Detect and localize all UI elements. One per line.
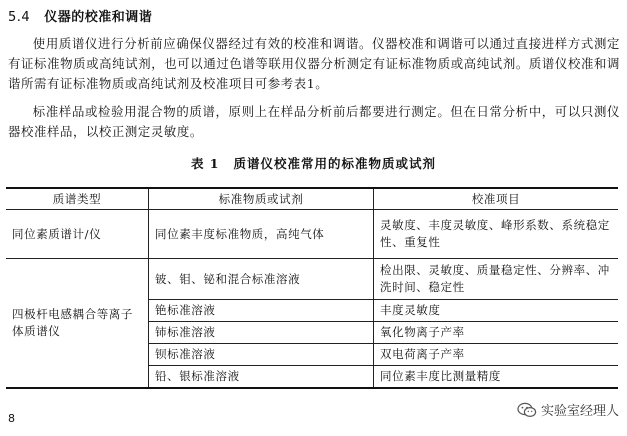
items-cell: 灵敏度、丰度灵敏度、峰形系数、系统稳定性、重复性 bbox=[374, 210, 619, 259]
wechat-icon bbox=[517, 402, 537, 418]
header-ms-type: 质谱类型 bbox=[6, 188, 149, 210]
items-cell: 同位素丰度比测量精度 bbox=[374, 366, 619, 389]
items-cell: 双电荷离子产率 bbox=[374, 344, 619, 366]
material-cell: 铅、银标准溶液 bbox=[149, 366, 374, 389]
header-material: 标准物质或试剂 bbox=[149, 188, 374, 210]
header-items: 校准项目 bbox=[374, 188, 619, 210]
ms-type-cell: 四极杆电感耦合等离子体质谱仪 bbox=[6, 259, 149, 389]
paragraph-2: 标准样品或检验用混合物的质谱，原则上在样品分析前后都要进行测定。但在日常分析中，可以只测仪器校准样品，以校正测定灵敏度。 bbox=[8, 104, 620, 139]
paragraph-1: 使用质谱仪进行分析前应确保仪器经过有效的校准和调谐。仪器校准和调谐可以通过直接进样方式测定有证标准物质或高纯试剂，也可以通过色谱等联用仪器分析测定有证标准物质或高纯试剂。质谱仪校准和调谐所需有证标准物质或高纯试剂及校准项目可参考表1。 bbox=[8, 36, 620, 91]
section-title: 仪器的校准和调谐 bbox=[44, 10, 153, 25]
table-row bbox=[6, 259, 618, 300]
material-cell: 钡标准溶液 bbox=[149, 344, 374, 366]
table-row bbox=[6, 210, 618, 259]
table-title: 质谱仪校准常用的标准物质或试剂 bbox=[233, 156, 437, 171]
calibration-table bbox=[6, 187, 618, 389]
material-cell: 铍、钼、铋和混合标准溶液 bbox=[149, 259, 374, 300]
items-cell: 检出限、灵敏度、质量稳定性、分辨率、冲洗时间、稳定性 bbox=[374, 259, 619, 300]
items-cell: 丰度灵敏度 bbox=[374, 300, 619, 322]
section-number: 5.4 bbox=[8, 10, 31, 25]
material-cell: 同位素丰度标准物质，高纯气体 bbox=[149, 210, 374, 259]
section-heading bbox=[8, 6, 152, 25]
items-cell: 氧化物离子产率 bbox=[374, 322, 619, 344]
table-caption bbox=[0, 154, 627, 172]
ms-type-cell: 同位素质谱计/仪 bbox=[6, 210, 149, 259]
watermark bbox=[517, 400, 619, 419]
material-cell: 铈标准溶液 bbox=[149, 322, 374, 344]
table-number: 表 1 bbox=[190, 156, 220, 171]
watermark-text: 实验室经理人 bbox=[540, 404, 619, 419]
material-cell: 铯标准溶液 bbox=[149, 300, 374, 322]
page-number: 8 bbox=[8, 412, 15, 425]
table-header-row bbox=[6, 188, 618, 210]
